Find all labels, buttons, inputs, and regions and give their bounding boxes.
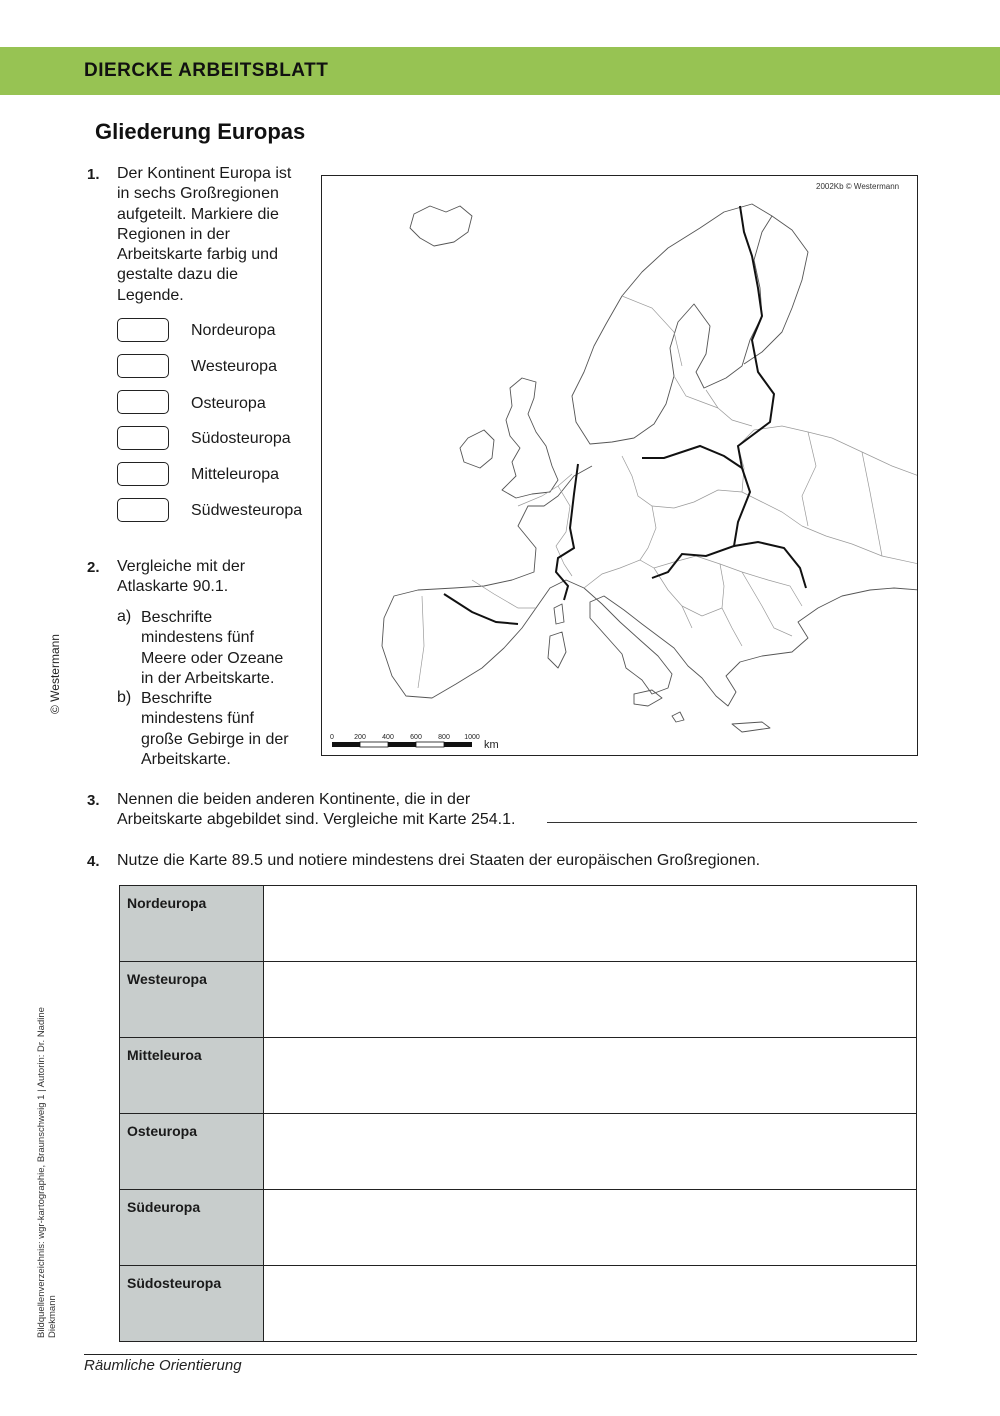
subtask-b-line: große Gebirge in der [141,730,289,748]
legend-label: Westeuropa [191,358,277,375]
legend-box-osteuropa[interactable] [117,390,169,414]
legend-box-westeuropa[interactable] [117,354,169,378]
legend-box-mitteleuropa[interactable] [117,462,169,486]
header-title: DIERCKE ARBEITSBLATT [84,60,329,81]
task-number: 4. [87,853,100,870]
answer-cell[interactable] [264,1114,917,1190]
task-number: 1. [87,166,100,183]
legend-box-suedosteuropa[interactable] [117,426,169,450]
copyright-note: © Westermann [48,634,62,714]
table-row [120,1038,917,1114]
credits-line: Bildquellenverzeichnis: wgr-kartographie, Braunschweig 1 | Autorin: Dr. Nadine [36,1007,47,1338]
subtask-letter: a) [117,608,132,625]
legend-box-nordeuropa[interactable] [117,318,169,342]
task-number: 3. [87,792,100,809]
task-number: 2. [87,559,100,576]
subtask-b-line: mindestens fünf [141,710,254,728]
answer-cell[interactable] [264,886,917,962]
row-header: Osteuropa [120,1114,264,1190]
table-row [120,1114,917,1190]
legend-label: Südwesteuropa [191,502,303,519]
subtask-letter: b) [117,689,132,706]
legend-label: Nordeuropa [191,322,276,339]
task-1-text [117,164,291,306]
task-1-line: Regionen in der [117,225,230,243]
subtask-a-line: Meere oder Ozeane [141,649,284,667]
footer-divider [84,1354,917,1355]
task-2-line: Vergleiche mit der [117,558,246,575]
answer-cell[interactable] [264,1190,917,1266]
table-row [120,1190,917,1266]
scale-tick: 800 [438,734,450,741]
europe-outline-map[interactable] [321,175,918,756]
subtask-a-text [141,608,283,689]
legend-label: Osteuropa [191,395,266,412]
table-row [120,1266,917,1342]
task-2-text [117,557,245,598]
task-1-line: gestalte dazu die [117,266,238,284]
scale-tick: 400 [382,734,394,741]
row-header: Südeuropa [120,1190,264,1266]
answer-cell[interactable] [264,1038,917,1114]
scale-tick: 600 [410,734,422,741]
europe-map-svg [322,176,918,756]
subtask-b-text [141,689,289,770]
task-1-line: Der Kontinent Europa ist [117,165,292,182]
task-2-line: Atlaskarte 90.1. [117,578,229,596]
task-1-line: Arbeitskarte farbig und [117,246,278,264]
task-3-line: Nennen die beiden anderen Kontinente, die in der [117,791,471,808]
answer-cell[interactable] [264,962,917,1038]
regions-table [119,885,917,1342]
page-title: Gliederung Europas [95,119,306,144]
subtask-a-line: mindestens fünf [141,629,254,647]
task-3-text [117,790,515,831]
scale-unit: km [484,739,499,751]
task-3-line: Arbeitskarte abgebildet sind. Vergleiche mit Karte 254.1. [117,811,516,829]
legend-box-suedwesteuropa[interactable] [117,498,169,522]
scale-tick: 0 [330,734,334,741]
footer-text: Räumliche Orientierung [84,1357,242,1374]
row-header: Nordeuropa [120,886,264,962]
task-1-line: aufgeteilt. Markiere die [117,205,279,223]
table-row [120,886,917,962]
subtask-a-line: Beschrifte [141,609,213,626]
row-header: Mitteleuroa [120,1038,264,1114]
legend-label: Mitteleuropa [191,466,280,483]
task-1-line: Legende. [117,286,184,304]
task-4-line: Nutze die Karte 89.5 und notiere mindestens drei Staaten der europäischen Großregionen. [117,852,761,869]
table-row [120,962,917,1038]
credits-line: Diekmann [47,1295,58,1338]
subtask-b-line: Arbeitskarte. [141,750,231,768]
scale-tick: 1000 [464,734,480,741]
image-credits [36,1007,58,1338]
subtask-a-line: in der Arbeitskarte. [141,669,275,687]
scale-tick: 200 [354,734,366,741]
task-4-text [117,851,760,871]
map-credit: 2002Kb © Westermann [816,182,900,191]
legend-label: Südosteuropa [191,430,291,447]
subtask-b-line: Beschrifte [141,690,213,707]
task-1-line: in sechs Großregionen [117,185,279,203]
row-header: Südosteuropa [120,1266,264,1342]
task-3-answer-line[interactable] [547,822,917,823]
answer-cell[interactable] [264,1266,917,1342]
scale-bar [330,734,499,751]
row-header: Westeuropa [120,962,264,1038]
